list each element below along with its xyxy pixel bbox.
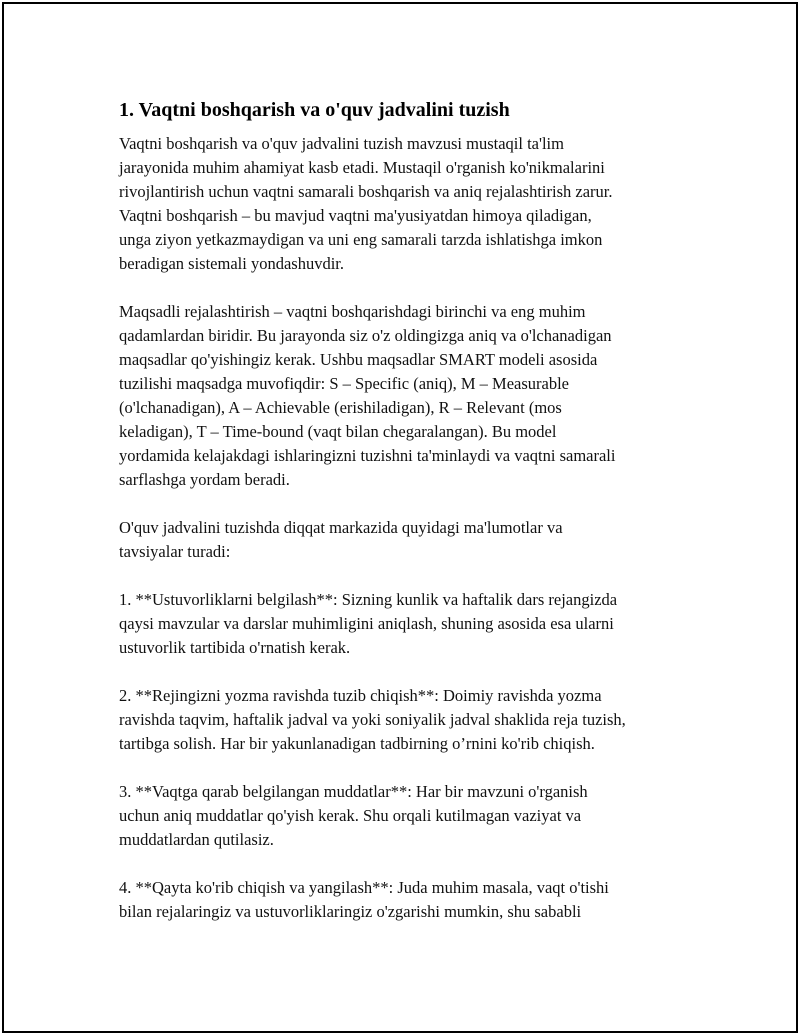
section-heading: 1. Vaqtni boshqarish va o'quv jadvalini tuzish (119, 99, 510, 121)
paragraph-time-management-intro: Vaqtni boshqarish va o'quv jadvalini tuzish mavzusi mustaqil ta'lim jarayonida muhim ahamiyat kasb etadi. Mustaqil o'rganish ko'nikmalarini rivojlantirish uchun vaqtni samarali boshqarish va aniq rejalashtirish zarur. Vaqtni boshqarish – bu mavjud vaqtni ma'yusiyatdan himoya qiladigan, unga ziyon yetkazmaydigan va uni eng samarali tarzda ishlatishga imkon beradigan sistemali yondashuvdir. (119, 134, 613, 273)
paragraph-smart-goals: Maqsadli rejalashtirish – vaqtni boshqarishdagi birinchi va eng muhim qadamlardan biridir. Bu jarayonda siz o'z oldingizga aniq va o'lchanadigan maqsadlar qo'yishingiz kerak. Ushbu maqsadlar SMART modeli asosida tuzilishi maqsadga muvofiqdir: S – Specific (aniq), M – Measurable (o'lchanadigan), A – Achievable (erishiladigan), R – Relevant (mos keladigan), T – Time-bound (vaqt bilan chegaralangan). Bu model yordamida kelajakdagi ishlaringizni tuzishni ta'minlaydi va vaqtni samarali sarflashga yordam beradi. (119, 302, 616, 489)
list-item-review-update: 4. **Qayta ko'rib chiqish va yangilash**: Juda muhim masala, vaqt o'tishi bilan rejalaringiz va ustuvorliklaringiz o'zgarishi mumkin, shu sababli (119, 878, 609, 921)
list-item-priorities: 1. **Ustuvorliklarni belgilash**: Sizning kunlik va haftalik dars rejangizda qaysi mavzular va darslar muhimligini aniqlash, shuning asosida esa ularni ustuvorlik tartibida o'rnatish kerak. (119, 590, 618, 657)
list-item-deadlines: 3. **Vaqtga qarab belgilangan muddatlar**: Har bir mavzuni o'rganish uchun aniq muddatlar qo'yish kerak. Shu orqali kutilmagan vaziyat va muddatlardan qutilasiz. (119, 782, 588, 849)
document-page (2, 2, 798, 1033)
document-body (119, 96, 719, 924)
paragraph-schedule-intro: O'quv jadvalini tuzishda diqqat markazida quyidagi ma'lumotlar va tavsiyalar turadi: (119, 518, 563, 561)
list-item-written-plan: 2. **Rejingizni yozma ravishda tuzib chiqish**: Doimiy ravishda yozma ravishda taqvim, haftalik jadval va yoki soniyalik jadval shaklida reja tuzish, tartibga solish. Har bir yakunlanadigan tadbirning o’rnini ko'rib chiqish. (119, 686, 626, 753)
